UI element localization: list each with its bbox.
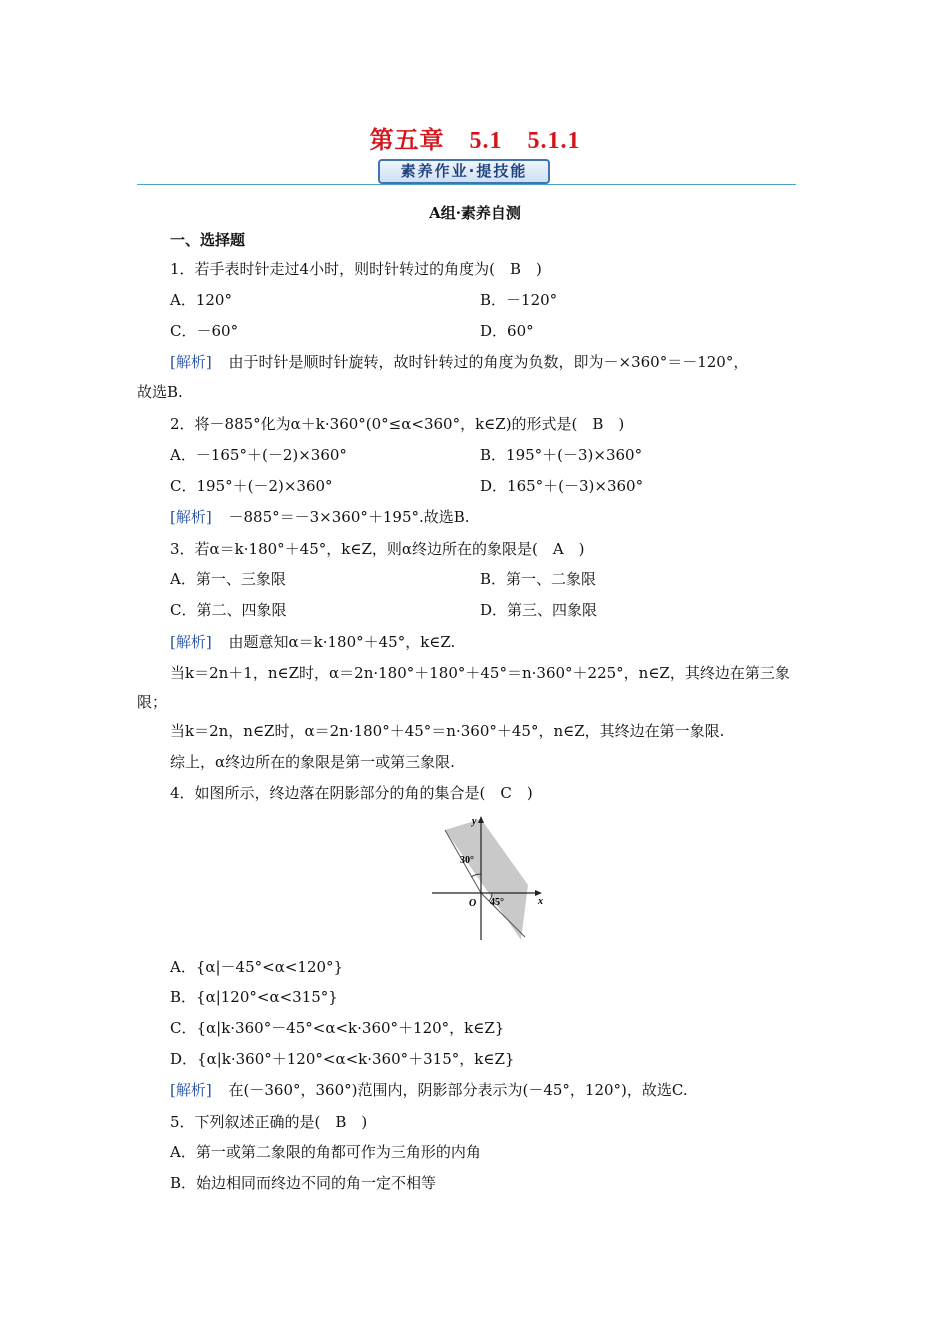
section-banner: 素养作业·提技能: [378, 159, 550, 184]
q4-analysis-text: 在(－360°，360°)范围内，阴影部分表示为(－45°，120°)，故选C.: [228, 1081, 688, 1099]
q3-option-a: A．第一、三象限: [170, 570, 286, 588]
q3-analysis-line-1: [170, 632, 455, 652]
analysis-tag: [解析]: [170, 508, 212, 526]
origin-label: O: [469, 898, 477, 909]
q5-option-b: B．始边相同而终边不同的角一定不相等: [170, 1174, 437, 1192]
q2-analysis-text: －885°＝－3×360°＋195°.故选B.: [228, 508, 470, 526]
q5-stem: 5．下列叙述正确的是( B ): [170, 1113, 368, 1131]
q1-option-c: C．－60°: [170, 322, 239, 340]
q4-stem: 4．如图所示，终边落在阴影部分的角的集合是( C ): [170, 784, 533, 802]
q4-option-c: C．{α|k·360°－45°<α<k·360°＋120°，k∈Z}: [170, 1019, 505, 1037]
analysis-tag: [解析]: [170, 353, 212, 371]
angle-label-30: 30°: [460, 855, 474, 866]
q5-option-a: A．第一或第二象限的角都可作为三角形的内角: [170, 1143, 481, 1161]
y-axis-arrow: [478, 816, 484, 823]
q2-option-a: A．－165°＋(－2)×360°: [170, 446, 347, 464]
q4-angle-figure: [432, 812, 552, 942]
section-heading: A组·素养自测: [429, 204, 521, 222]
q2-analysis-line-1: [170, 507, 470, 527]
q2-stem: 2．将－885°化为α＋k·360°(0°≤α<360°，k∈Z)的形式是( B ): [170, 415, 625, 433]
q2-option-d: D．165°＋(－3)×360°: [480, 477, 644, 495]
q4-option-b: B．{α|120°<α<315°}: [170, 988, 338, 1006]
x-axis-label: x: [538, 896, 543, 907]
q3-analysis-line-3: 限；: [137, 693, 168, 711]
q1-analysis-line-2: 故选B.: [137, 383, 183, 401]
q2-option-b: B．195°＋(－3)×360°: [480, 446, 643, 464]
shaded-region: [445, 819, 528, 940]
q1-stem: 1．若手表时针走过4小时，则时针转过的角度为( B ): [170, 260, 542, 278]
q2-option-c: C．195°＋(－2)×360°: [170, 477, 333, 495]
chapter-title: 第五章 5.1 5.1.1: [369, 128, 581, 154]
q3-option-d: D．第三、四象限: [480, 601, 598, 619]
q1-analysis-text: 由于时针是顺时针旋转，故时针转过的角度为负数，即为－×360°＝－120°，: [228, 353, 749, 371]
part-heading: 一、选择题: [170, 231, 246, 249]
q3-option-b: B．第一、二象限: [480, 570, 597, 588]
analysis-tag: [解析]: [170, 633, 212, 651]
analysis-tag: [解析]: [170, 1081, 212, 1099]
q3-analysis-line-2: 当k＝2n＋1，n∈Z时，α＝2n·180°＋180°＋45°＝n·360°＋225°，n∈Z，其终边在第三象: [170, 664, 790, 682]
q4-analysis-line-1: [170, 1080, 688, 1100]
q3-stem: 3．若α＝k·180°＋45°，k∈Z，则α终边所在的象限是( A ): [170, 540, 585, 558]
angle-label-45: 45°: [490, 897, 504, 908]
q3-analysis-text: 由题意知α＝k·180°＋45°，k∈Z.: [228, 633, 456, 651]
q4-option-d: D．{α|k·360°＋120°<α<k·360°＋315°，k∈Z}: [170, 1050, 515, 1068]
q3-option-c: C．第二、四象限: [170, 601, 287, 619]
q1-option-a: A．120°: [170, 291, 232, 309]
q3-analysis-line-5: 综上，α终边所在的象限是第一或第三象限.: [170, 753, 455, 771]
q1-analysis-line-1: [170, 352, 748, 372]
q1-option-d: D．60°: [480, 322, 534, 340]
header-divider: [137, 184, 796, 185]
q1-option-b: B．－120°: [480, 291, 558, 309]
y-axis-label: y: [472, 816, 477, 827]
q4-option-a: A．{α|－45°<α<120°}: [170, 958, 344, 976]
q3-analysis-line-4: 当k＝2n，n∈Z时，α＝2n·180°＋45°＝n·360°＋45°，n∈Z，其终边在第一象限.: [170, 722, 725, 740]
